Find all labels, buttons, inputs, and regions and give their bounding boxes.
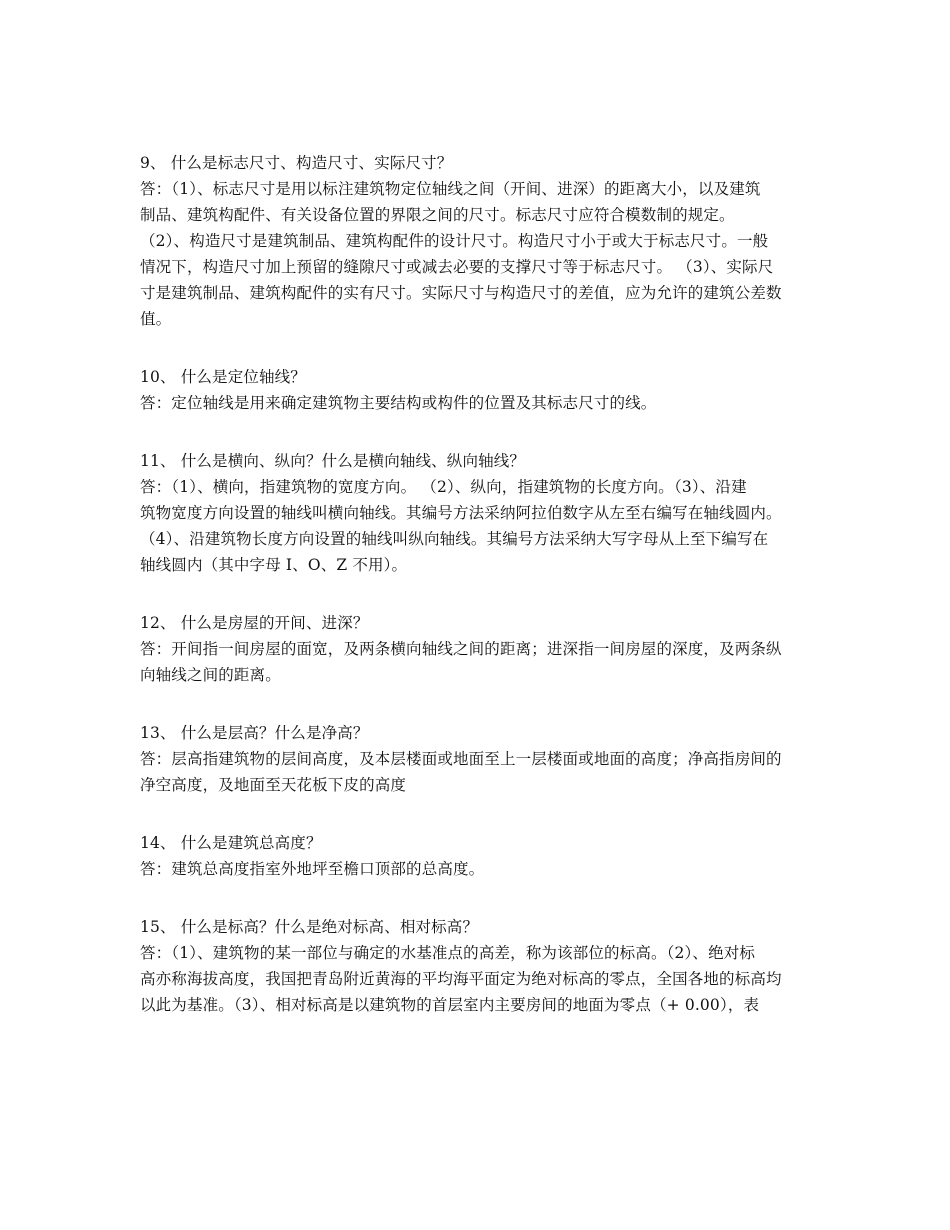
section-spacer xyxy=(140,882,812,914)
question-heading: 11、 什么是横向、纵向？什么是横向轴线、纵向轴线？ xyxy=(140,452,526,470)
section-spacer xyxy=(140,578,812,610)
section-spacer xyxy=(140,688,812,720)
section-spacer xyxy=(140,416,812,448)
answer-line: 以此为基准。（3）、相对标高是以建筑物的首层室内主要房间的地面为零点（+ 0.00），表 xyxy=(140,996,760,1014)
qa-section-12 xyxy=(140,610,812,688)
answer-line: 高亦称海拔高度，我国把青岛附近黄海的平均海平面定为绝对标高的零点，全国各地的标高均 xyxy=(140,970,782,988)
qa-section-11 xyxy=(140,448,812,578)
question-heading: 14、 什么是建筑总高度？ xyxy=(140,834,322,852)
document-body xyxy=(140,150,812,1018)
answer-line: 向轴线之间的距离。 xyxy=(140,666,281,684)
answer-line: 答：（1）、建筑物的某一部位与确定的水基准点的高差，称为该部位的标高。（2）、绝对标 xyxy=(140,944,756,962)
answer-line: 情况下，构造尺寸加上预留的缝隙尺寸或减去必要的支撑尺寸等于标志尺寸。 （3）、实际尺 xyxy=(140,258,774,276)
answer-line: 筑物宽度方向设置的轴线叫横向轴线。其编号方法采纳阿拉伯数字从左至右编写在轴线圆内。 xyxy=(140,504,782,522)
section-spacer xyxy=(140,332,812,364)
answer-line: 值。 xyxy=(140,310,172,328)
question-heading: 15、 什么是标高？什么是绝对标高、相对标高？ xyxy=(140,918,479,936)
answer-line: 净空高度，及地面至天花板下皮的高度 xyxy=(140,776,407,794)
answer-line: 寸是建筑制品、建筑构配件的实有尺寸。实际尺寸与构造尺寸的差值，应为允许的建筑公差数 xyxy=(140,284,782,302)
qa-section-15 xyxy=(140,914,812,1018)
question-heading: 12、 什么是房屋的开间、进深？ xyxy=(140,614,369,632)
answer-line: （2）、构造尺寸是建筑制品、建筑构配件的设计尺寸。构造尺寸小于或大于标志尺寸。一般 xyxy=(140,232,769,250)
answer-line: 答：定位轴线是用来确定建筑物主要结构或构件的位置及其标志尺寸的线。 xyxy=(140,394,657,412)
answer-line: 答：层高指建筑物的层间高度，及本层楼面或地面至上一层楼面或地面的高度；净高指房间的 xyxy=(140,750,782,768)
answer-line: 答：开间指一间房屋的面宽，及两条横向轴线之间的距离；进深指一间房屋的深度，及两条纵 xyxy=(140,640,782,658)
answer-line: 轴线圆内（其中字母 I、O、Z 不用）。 xyxy=(140,556,408,574)
question-heading: 9、 什么是标志尺寸、构造尺寸、实际尺寸？ xyxy=(140,154,453,172)
answer-line: （4）、沿建筑物长度方向设置的轴线叫纵向轴线。其编号方法采纳大写字母从上至下编写在 xyxy=(140,530,769,548)
question-heading: 10、 什么是定位轴线？ xyxy=(140,368,306,386)
qa-section-10 xyxy=(140,364,812,416)
answer-line: 制品、建筑构配件、有关设备位置的界限之间的尺寸。标志尺寸应符合模数制的规定。 xyxy=(140,206,735,224)
qa-section-13 xyxy=(140,720,812,798)
section-spacer xyxy=(140,798,812,830)
question-heading: 13、 什么是层高？什么是净高？ xyxy=(140,724,369,742)
qa-section-14 xyxy=(140,830,812,882)
answer-line: 答：（1）、横向，指建筑物的宽度方向。 （2）、纵向，指建筑物的长度方向。（3）、沿建 xyxy=(140,478,747,496)
qa-section-9 xyxy=(140,150,812,332)
answer-line: 答：建筑总高度指室外地坪至檐口顶部的总高度。 xyxy=(140,860,485,878)
answer-line: 答：（1）、标志尺寸是用以标注建筑物定位轴线之间（开间、进深）的距离大小，以及建筑 xyxy=(140,180,761,198)
